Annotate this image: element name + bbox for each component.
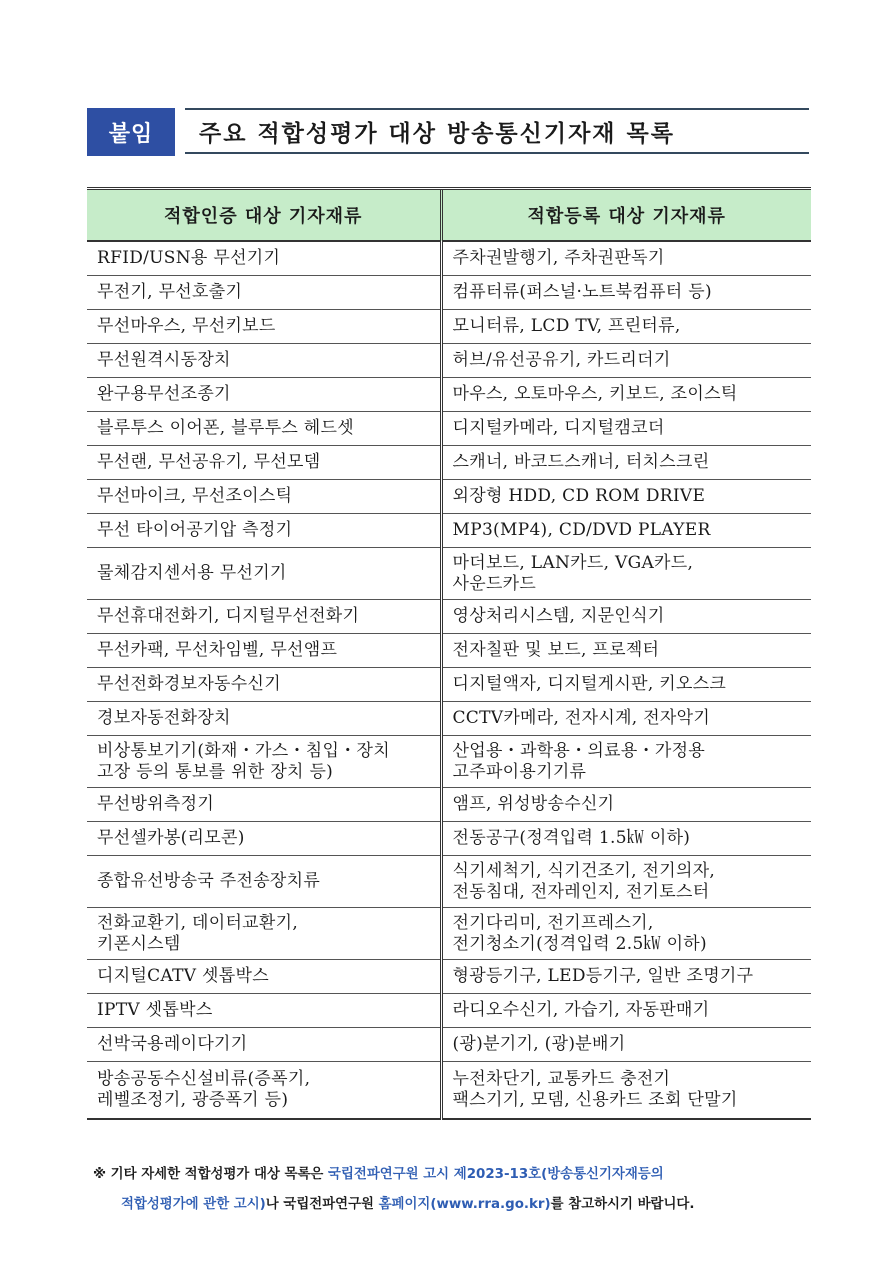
- footnote-line-2: [93, 1190, 813, 1220]
- footnote: [93, 1160, 813, 1220]
- certification-item: 무선전화경보자동수신기: [87, 668, 441, 702]
- registration-item: 디지털카메라, 디지털캠코더: [441, 412, 811, 446]
- notice-reference: 국립전파연구원 고시 제2023-13호(방송통신기자재등의: [328, 1167, 664, 1182]
- table-row: [87, 378, 811, 412]
- col-registration-header: 적합등록 대상 기자재류: [441, 189, 811, 242]
- page-header: [87, 108, 809, 156]
- registration-item: 형광등기구, LED등기구, 일반 조명기구: [441, 960, 811, 994]
- footnote-text: 나 국립전파연구원: [265, 1197, 379, 1212]
- certification-item: 비상통보기기(화재・가스・침입・장치 고장 등의 통보를 위한 장치 등): [87, 736, 441, 788]
- notice-reference-title: 적합성평가에 관한 고시): [121, 1197, 266, 1212]
- certification-item: 무선마우스, 무선키보드: [87, 310, 441, 344]
- certification-item: 무선셀카봉(리모콘): [87, 822, 441, 856]
- table-row: [87, 788, 811, 822]
- certification-item: 무선휴대전화기, 디지털무선전화기: [87, 600, 441, 634]
- table-row: [87, 514, 811, 548]
- table-row: [87, 822, 811, 856]
- registration-item: 모니터류, LCD TV, 프린터류,: [441, 310, 811, 344]
- registration-item: 라디오수신기, 가습기, 자동판매기: [441, 994, 811, 1028]
- registration-item: 앰프, 위성방송수신기: [441, 788, 811, 822]
- registration-item: 허브/유선공유기, 카드리더기: [441, 344, 811, 378]
- certification-item: 종합유선방송국 주전송장치류: [87, 856, 441, 908]
- table-row: [87, 412, 811, 446]
- table-row: [87, 856, 811, 908]
- certification-item: 물체감지센서용 무선기기: [87, 548, 441, 600]
- attachment-badge: 붙임: [87, 108, 175, 156]
- certification-item: 블루투스 이어폰, 블루투스 헤드셋: [87, 412, 441, 446]
- certification-item: 무선마이크, 무선조이스틱: [87, 480, 441, 514]
- registration-item: 스캐너, 바코드스캐너, 터치스크린: [441, 446, 811, 480]
- certification-item: 무선원격시동장치: [87, 344, 441, 378]
- registration-item: 외장형 HDD, CD ROM DRIVE: [441, 480, 811, 514]
- table-row: [87, 634, 811, 668]
- registration-item: MP3(MP4), CD/DVD PLAYER: [441, 514, 811, 548]
- registration-item: 영상처리시스템, 지문인식기: [441, 600, 811, 634]
- col-certification-header: 적합인증 대상 기자재류: [87, 189, 441, 242]
- certification-item: 디지털CATV 셋톱박스: [87, 960, 441, 994]
- footnote-text: ※ 기타 자세한 적합성평가 대상 목록은: [93, 1167, 329, 1182]
- certification-item: 무선방위측정기: [87, 788, 441, 822]
- table-row: [87, 548, 811, 600]
- footnote-line-1: [93, 1160, 813, 1190]
- table-row: [87, 241, 811, 276]
- certification-item: 전화교환기, 데이터교환기, 키폰시스템: [87, 908, 441, 960]
- page-title: 주요 적합성평가 대상 방송통신기자재 목록: [185, 108, 809, 154]
- registration-item: 디지털액자, 디지털게시판, 키오스크: [441, 668, 811, 702]
- table-row: [87, 736, 811, 788]
- certification-item: 무선카팩, 무선차임벨, 무선앰프: [87, 634, 441, 668]
- certification-item: 무전기, 무선호출기: [87, 276, 441, 310]
- registration-item: 전자칠판 및 보드, 프로젝터: [441, 634, 811, 668]
- registration-item: CCTV카메라, 전자시계, 전자악기: [441, 702, 811, 736]
- registration-item: 마우스, 오토마우스, 키보드, 조이스틱: [441, 378, 811, 412]
- table-row: [87, 960, 811, 994]
- certification-item: 무선 타이어공기압 측정기: [87, 514, 441, 548]
- certification-item: 경보자동전화장치: [87, 702, 441, 736]
- certification-item: 방송공동수신설비류(증폭기, 레벨조정기, 광증폭기 등): [87, 1062, 441, 1120]
- table-row: [87, 1062, 811, 1120]
- registration-item: (광)분기기, (광)분배기: [441, 1028, 811, 1062]
- registration-item: 전동공구(정격입력 1.5㎾ 이하): [441, 822, 811, 856]
- registration-item: 컴퓨터류(퍼스널·노트북컴퓨터 등): [441, 276, 811, 310]
- certification-item: 선박국용레이다기기: [87, 1028, 441, 1062]
- table-row: [87, 994, 811, 1028]
- certification-item: RFID/USN용 무선기기: [87, 241, 441, 276]
- certification-item: 완구용무선조종기: [87, 378, 441, 412]
- table-row: [87, 276, 811, 310]
- table-row: [87, 600, 811, 634]
- table-row: [87, 1028, 811, 1062]
- table-row: [87, 480, 811, 514]
- registration-item: 마더보드, LAN카드, VGA카드, 사운드카드: [441, 548, 811, 600]
- table-row: [87, 702, 811, 736]
- homepage-link[interactable]: 홈페이지(www.rra.go.kr): [378, 1197, 551, 1212]
- registration-item: 산업용・과학용・의료용・가정용 고주파이용기기류: [441, 736, 811, 788]
- table-row: [87, 446, 811, 480]
- table-row: [87, 668, 811, 702]
- table-row: [87, 310, 811, 344]
- table-header-row: [87, 189, 811, 242]
- table-row: [87, 908, 811, 960]
- registration-item: 전기다리미, 전기프레스기, 전기청소기(정격입력 2.5㎾ 이하): [441, 908, 811, 960]
- registration-item: 식기세척기, 식기건조기, 전기의자, 전동침대, 전자레인지, 전기토스터: [441, 856, 811, 908]
- table-body: [87, 241, 811, 1119]
- registration-item: 누전차단기, 교통카드 충전기 팩스기기, 모뎀, 신용카드 조회 단말기: [441, 1062, 811, 1120]
- certification-item: IPTV 셋톱박스: [87, 994, 441, 1028]
- registration-item: 주차권발행기, 주차권판독기: [441, 241, 811, 276]
- footnote-text: 를 참고하시기 바랍니다.: [550, 1197, 695, 1212]
- table-row: [87, 344, 811, 378]
- equipment-table: [87, 187, 811, 1120]
- certification-item: 무선랜, 무선공유기, 무선모뎀: [87, 446, 441, 480]
